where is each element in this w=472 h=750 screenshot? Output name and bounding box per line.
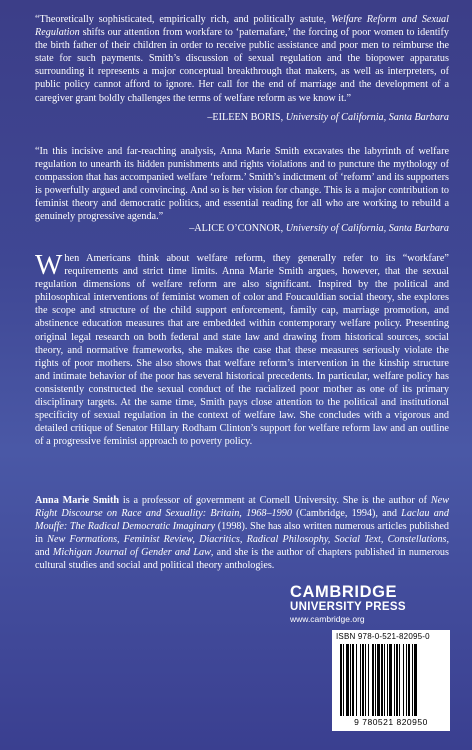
publisher-name-line2: UNIVERSITY PRESS <box>290 601 406 613</box>
bio-book-1: New Right Discourse on Race and Sexuality: Britain, 1968–1990 <box>35 495 449 520</box>
drop-cap: W <box>35 249 63 281</box>
barcode-digits: 9 780521 820950 <box>354 717 428 727</box>
review-1-affiliation: University of California, Santa Barbara <box>285 112 449 123</box>
review-1-author: –EILEEN BORIS, <box>207 112 286 123</box>
review-1-text-start: “Theoretically sophisticated, empirically rich, and politically astute, <box>35 14 331 25</box>
publisher-logo <box>290 584 450 625</box>
bio-text-5: , and she is the author of chapters published in numerous cultural studies and social and political theory anthologies. <box>35 547 449 572</box>
review-1-book-title: Welfare Reform and Sexual Regulation <box>35 14 449 39</box>
author-bio <box>35 494 449 573</box>
isbn-text: ISBN 978-0-521-82095-0 <box>336 632 430 641</box>
bio-journals: New Formations, Feminist Review, Diacritics, Radical Philosophy, Social Text, Constellations, <box>47 534 449 546</box>
description-text: hen Americans think about welfare reform, they generally refer to its “workfare” requirements and strict time limits. Anna Marie Smith argues, however, that the sexual regulation dimensions of welfare reform are also significant. Inspired by the political and philosophical interventions of feminist women of color and Foucauldian social theory, she explores the scope and structure of the child support enforcement, family cap, marriage promotion, and abstinence education measures that are embedded within contemporary welfare policy. Presenting original legal research on both federal and state law and drawing from historical sources, social theory, and normative frameworks, she makes the case that these measures seriously violate the rights of poor mothers. She also shows that welfare reform’s intervention in the kinship structure and intimate behavior of the poor has several historical precedents. In particular, welfare policy has consistently constructed the sexual conduct of the racialized poor mother as one of its primary disciplinary targets. At the same time, Smith pays close attention to the political and institutional specificity of sexual regulation in the context of welfare law. She concludes with a vigorous and detailed critique of Senator Hillary Rodham Clinton’s support for welfare reform law and an outline of a progressive feminist approach to poverty policy. <box>35 253 449 448</box>
review-quote-2: “In this incisive and far-reaching analysis, Anna Marie Smith excavates the labyrinth of welfare regulation to unearth its hidden punishments and rights violations and to puncture the mythology of compassion that has accompanied welfare ‘reform.’ Smith’s indictment of ‘reform’ and its supporters is powerfully argued and convincing. And so is her vision for change. This is a major contribution to feminist theory and democratic politics, and essential reading for all who are working to rebuild a genuinely progressive agenda.” <box>35 146 449 223</box>
bio-journal-last: Michigan Journal of Gender and Law <box>52 547 211 559</box>
review-2-affiliation: University of California, Santa Barbara <box>285 223 449 234</box>
bio-text-2: (Cambridge, 1994), and <box>291 508 402 520</box>
review-quote-1 <box>35 13 449 105</box>
review-1-attribution <box>35 111 449 124</box>
author-name: Anna Marie Smith <box>35 495 120 506</box>
review-1-text-end: shifts our attention from workfare to ‘paternafare,’ the forcing of poor women to identify the birth father of their children in order to receive public assistance and poor men to reimburse the state for such payments. Smith’s discussion of sexual regulation and the biopower apparatus surrounding it represents a major conceptual breakthrough that makers, as well as interpreters, of public policy cannot afford to ignore. Her call for the end of marriage and the development of a caregiver grant boldly challenges the terms of welfare reform as we know it.” <box>35 27 449 104</box>
book-description <box>35 249 449 448</box>
barcode-box <box>332 630 450 731</box>
bio-text-4: and <box>35 547 53 559</box>
bio-text-3: (1998). She has also written numerous articles published in <box>35 521 449 546</box>
review-2-attribution <box>35 222 449 235</box>
publisher-name-line1: CAMBRIDGE <box>290 583 398 601</box>
review-2-author: –ALICE O’CONNOR, <box>189 223 286 234</box>
bio-text-1: is a professor of government at Cornell University. She is the author of <box>119 495 431 506</box>
publisher-url: www.cambridge.org <box>290 614 365 624</box>
barcode-icon <box>340 644 442 716</box>
bio-book-2: Laclau and Mouffe: The Radical Democratic Imaginary <box>35 508 449 533</box>
